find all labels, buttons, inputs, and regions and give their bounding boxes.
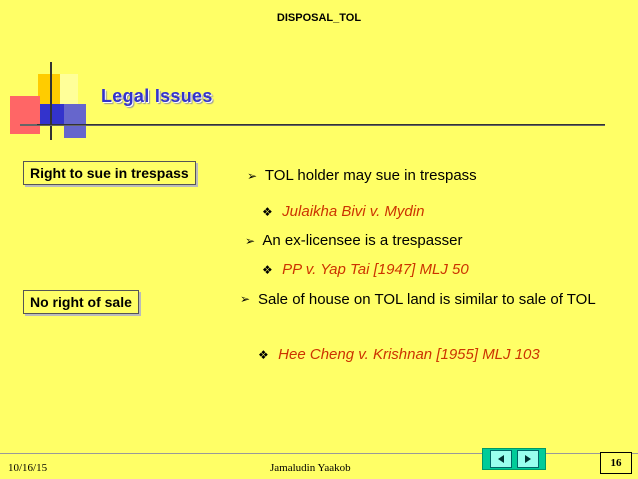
slide-navigation	[482, 448, 546, 470]
diamond-bullet-icon: ❖	[262, 263, 273, 277]
diamond-bullet-icon: ❖	[258, 348, 269, 362]
page-number: 16	[600, 452, 632, 474]
decorative-logo	[0, 0, 90, 140]
slide-header-title: DISPOSAL_TOL	[276, 12, 362, 24]
bullet-item	[240, 290, 600, 309]
section-label-no-right-of-sale: No right of sale	[23, 290, 139, 314]
case-citation	[262, 261, 469, 278]
bullet-text: Sale of house on TOL land is similar to sale of TOL	[258, 291, 596, 308]
case-text: PP v. Yap Tai [1947] MLJ 50	[282, 261, 469, 278]
case-text: Hee Cheng v. Krishnan [1955] MLJ 103	[278, 346, 540, 363]
bullet-item	[247, 167, 477, 184]
bullet-text: TOL holder may sue in trespass	[264, 167, 477, 184]
section-label-right-to-sue: Right to sue in trespass	[23, 161, 196, 185]
arrow-bullet-icon: ➢	[240, 292, 251, 306]
arrow-bullet-icon: ➢	[245, 234, 256, 248]
arrow-bullet-icon: ➢	[247, 169, 258, 183]
case-citation	[258, 346, 540, 363]
forward-arrow-icon	[523, 454, 533, 464]
title-divider	[37, 124, 605, 126]
diamond-bullet-icon: ❖	[262, 205, 273, 219]
bullet-text: An ex-licensee is a trespasser	[262, 232, 463, 249]
footer-author: Jamaludin Yaakob	[270, 462, 351, 474]
forward-button[interactable]	[517, 450, 539, 468]
bullet-item	[245, 232, 462, 249]
slide-title: Legal Issues	[101, 86, 213, 106]
case-citation	[262, 203, 424, 220]
footer-date: 10/16/15	[8, 462, 48, 474]
case-text: Julaikha Bivi v. Mydin	[282, 203, 425, 220]
back-arrow-icon	[496, 454, 506, 464]
back-button[interactable]	[490, 450, 512, 468]
